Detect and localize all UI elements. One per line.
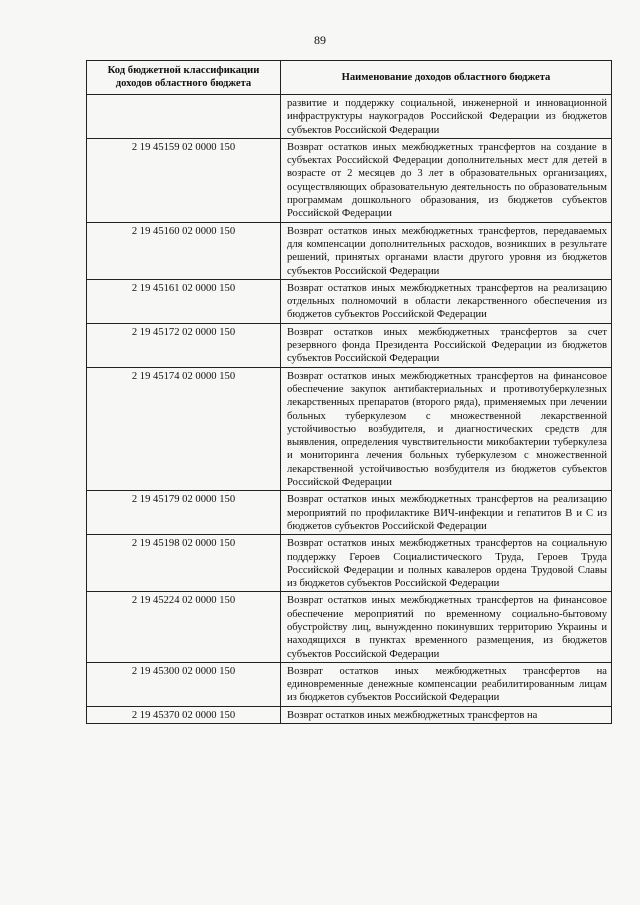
table-row: [87, 662, 612, 706]
row-code: 2 19 45159 02 0000 150: [87, 138, 281, 222]
table-row: [87, 491, 612, 535]
row-name: Возврат остатков иных межбюджетных трансфертов на реализацию отдельных полномочий в области лекарственного обеспечения из бюджетов субъектов Российской Федерации: [281, 279, 612, 323]
header-code: Код бюджетной классификации доходов областного бюджета: [87, 61, 281, 95]
table-row: [87, 367, 612, 491]
row-name: Возврат остатков иных межбюджетных трансфертов на социальную поддержку Героев Социалистического Труда, Героев Труда Российской Федерации и полных кавалеров ордена Трудовой Славы из бюджетов субъектов Российской Федерации: [281, 535, 612, 592]
budget-classification-table: [86, 60, 612, 724]
row-code: [87, 95, 281, 139]
row-name: Возврат остатков иных межбюджетных трансфертов на финансовое обеспечение мероприятий по временному социально-бытовому обустройству лиц, вынужденно покинувших территорию Украины и находящихся в пунктах временного размещения, из бюджетов субъектов Российской Федерации: [281, 592, 612, 662]
row-name: Возврат остатков иных межбюджетных трансфертов на реализацию мероприятий по профилактике ВИЧ-инфекции и гепатитов B и C из бюджетов субъектов Российской Федерации: [281, 491, 612, 535]
table-row: [87, 535, 612, 592]
row-code: 2 19 45161 02 0000 150: [87, 279, 281, 323]
table-row: [87, 279, 612, 323]
page-number: 89: [314, 33, 326, 47]
row-code: 2 19 45300 02 0000 150: [87, 662, 281, 706]
row-code: 2 19 45179 02 0000 150: [87, 491, 281, 535]
row-name: Возврат остатков иных межбюджетных трансфертов за счет резервного фонда Президента Российской Федерации из бюджетов субъектов Российской Федерации: [281, 323, 612, 367]
row-code: 2 19 45198 02 0000 150: [87, 535, 281, 592]
row-name: Возврат остатков иных межбюджетных трансфертов на создание в субъектах Российской Федерации дополнительных мест для детей в возрасте от 2 месяцев до 3 лет в образовательных организациях, осуществляющих образовательную деятельность по образовательным программам дошкольного образования, из бюджетов субъектов Российской Федерации: [281, 138, 612, 222]
row-name: Возврат остатков иных межбюджетных трансфертов на единовременные денежные компенсации реабилитированным лицам из бюджетов субъектов Российской Федерации: [281, 662, 612, 706]
row-name: Возврат остатков иных межбюджетных трансфертов на: [281, 706, 612, 723]
row-name: Возврат остатков иных межбюджетных трансфертов, передаваемых для компенсации дополнительных расходов, возникших в результате решений, принятых органами власти другого уровня из бюджетов субъектов Российской Федерации: [281, 222, 612, 279]
table-row: [87, 706, 612, 723]
table-row: [87, 323, 612, 367]
table-row: [87, 222, 612, 279]
table-header-row: [87, 61, 612, 95]
row-code: 2 19 45172 02 0000 150: [87, 323, 281, 367]
table-row: [87, 95, 612, 139]
table-row: [87, 592, 612, 662]
row-code: 2 19 45370 02 0000 150: [87, 706, 281, 723]
row-code: 2 19 45174 02 0000 150: [87, 367, 281, 491]
row-code: 2 19 45224 02 0000 150: [87, 592, 281, 662]
table-row: [87, 138, 612, 222]
row-name: развитие и поддержку социальной, инженерной и инновационной инфраструктуры наукоградов Российской Федерации из бюджетов субъектов Российской Федерации: [281, 95, 612, 139]
row-code: 2 19 45160 02 0000 150: [87, 222, 281, 279]
row-name: Возврат остатков иных межбюджетных трансфертов на финансовое обеспечение закупок антибактериальных и противотуберкулезных лекарственных препаратов (второго ряда), применяемых при лечении больных туберкулезом с множественной лекарственной устойчивостью возбудителя, и диагностических средств для выявления, определения чувствительности микобактерии туберкулеза и мониторинга лечения больных туберкулезом с множественной лекарственной устойчивостью возбудителя из бюджетов субъектов Российской Федерации: [281, 367, 612, 491]
header-name: Наименование доходов областного бюджета: [281, 61, 612, 95]
